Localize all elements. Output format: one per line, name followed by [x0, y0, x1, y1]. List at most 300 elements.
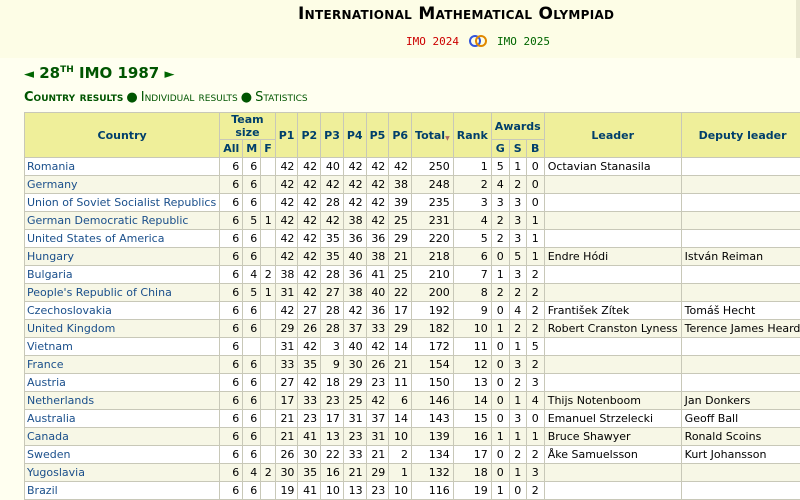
silver-cell: 5	[509, 248, 526, 266]
problem-score-cell: 11	[389, 374, 412, 392]
problem-score-cell: 38	[343, 212, 366, 230]
problem-score-cell: 35	[321, 230, 344, 248]
team-all-cell: 6	[220, 266, 243, 284]
next-imo-link[interactable]: IMO 2025	[497, 35, 550, 48]
silver-cell: 2	[509, 446, 526, 464]
leader-cell: Thijs Notenboom	[544, 392, 681, 410]
problem-score-cell: 41	[366, 266, 389, 284]
team-m-cell: 6	[243, 248, 261, 266]
country-link[interactable]: Vietnam	[25, 338, 220, 356]
table-row	[25, 428, 800, 446]
leader-cell: Robert Cranston Lyness	[544, 320, 681, 338]
deputy-leader-cell	[681, 176, 800, 194]
problem-score-cell: 26	[298, 320, 321, 338]
silver-cell: 0	[509, 482, 526, 500]
leader-cell	[544, 338, 681, 356]
col-total[interactable]	[412, 113, 454, 158]
gold-cell: 0	[491, 302, 509, 320]
country-link[interactable]: France	[25, 356, 220, 374]
problem-score-cell: 38	[389, 176, 412, 194]
deputy-leader-cell	[681, 284, 800, 302]
rank-cell: 1	[453, 158, 491, 176]
problem-score-cell: 29	[366, 464, 389, 482]
team-f-cell	[261, 302, 276, 320]
team-all-cell: 6	[220, 284, 243, 302]
leader-cell	[544, 266, 681, 284]
problem-score-cell: 42	[298, 374, 321, 392]
problem-score-cell: 30	[275, 464, 298, 482]
total-cell: 248	[412, 176, 454, 194]
problem-score-cell: 40	[343, 248, 366, 266]
problem-score-cell: 42	[298, 194, 321, 212]
problem-score-cell: 35	[298, 356, 321, 374]
col-deputy-leader: Deputy leader	[681, 113, 800, 158]
rank-cell: 4	[453, 212, 491, 230]
silver-cell: 3	[509, 266, 526, 284]
problem-score-cell: 42	[298, 338, 321, 356]
bronze-cell: 5	[526, 338, 544, 356]
bronze-cell: 1	[526, 248, 544, 266]
problem-score-cell: 42	[343, 194, 366, 212]
team-f-cell	[261, 230, 276, 248]
bronze-cell: 1	[526, 230, 544, 248]
problem-score-cell: 30	[343, 356, 366, 374]
deputy-leader-cell	[681, 464, 800, 482]
leader-cell: Endre Hódi	[544, 248, 681, 266]
total-cell: 210	[412, 266, 454, 284]
problem-score-cell: 41	[298, 428, 321, 446]
rank-cell: 18	[453, 464, 491, 482]
problem-score-cell: 33	[366, 320, 389, 338]
gold-cell: 5	[491, 158, 509, 176]
rank-cell: 15	[453, 410, 491, 428]
col-silver[interactable]: S	[509, 140, 526, 158]
problem-score-cell: 3	[321, 338, 344, 356]
col-leader: Leader	[544, 113, 681, 158]
col-p2[interactable]: P2	[298, 113, 321, 158]
problem-score-cell: 31	[343, 410, 366, 428]
problem-score-cell: 18	[321, 374, 344, 392]
total-cell: 218	[412, 248, 454, 266]
country-results-table	[24, 112, 800, 500]
country-link[interactable]: Romania	[25, 158, 220, 176]
bronze-cell: 1	[526, 428, 544, 446]
team-m-cell: 6	[243, 158, 261, 176]
team-m-cell: 5	[243, 212, 261, 230]
statistics-link[interactable]: Statistics	[255, 90, 308, 105]
bronze-cell: 2	[526, 482, 544, 500]
problem-score-cell: 30	[298, 446, 321, 464]
problem-score-cell: 29	[389, 320, 412, 338]
rank-cell: 14	[453, 392, 491, 410]
problem-score-cell: 35	[298, 464, 321, 482]
silver-cell: 2	[509, 320, 526, 338]
bronze-cell: 0	[526, 410, 544, 428]
rank-cell: 13	[453, 374, 491, 392]
bronze-cell: 2	[526, 284, 544, 302]
problem-score-cell: 35	[321, 248, 344, 266]
bronze-cell: 2	[526, 266, 544, 284]
problem-score-cell: 33	[275, 356, 298, 374]
country-link[interactable]: United States of America	[25, 230, 220, 248]
team-all-cell: 6	[220, 176, 243, 194]
country-link[interactable]: United Kingdom	[25, 320, 220, 338]
team-f-cell	[261, 176, 276, 194]
deputy-leader-cell	[681, 194, 800, 212]
country-link[interactable]: Canada	[25, 428, 220, 446]
problem-score-cell: 19	[275, 482, 298, 500]
deputy-leader-cell: Kurt Johansson	[681, 446, 800, 464]
separator-dot: ●	[126, 90, 137, 105]
problem-score-cell: 17	[321, 410, 344, 428]
leader-cell	[544, 230, 681, 248]
problem-score-cell: 37	[343, 320, 366, 338]
problem-score-cell: 31	[366, 428, 389, 446]
rank-cell: 8	[453, 284, 491, 302]
country-link[interactable]: Australia	[25, 410, 220, 428]
team-m-cell: 6	[243, 446, 261, 464]
problem-score-cell: 36	[366, 230, 389, 248]
problem-score-cell: 31	[275, 338, 298, 356]
team-all-cell: 6	[220, 428, 243, 446]
problem-score-cell: 22	[389, 284, 412, 302]
problem-score-cell: 27	[321, 284, 344, 302]
country-link[interactable]: Netherlands	[25, 392, 220, 410]
deputy-leader-cell	[681, 356, 800, 374]
problem-score-cell: 25	[389, 266, 412, 284]
problem-score-cell: 17	[275, 392, 298, 410]
total-cell: 134	[412, 446, 454, 464]
site-header	[0, 0, 800, 58]
country-link[interactable]: Germany	[25, 176, 220, 194]
problem-score-cell: 29	[389, 230, 412, 248]
team-m-cell: 6	[243, 194, 261, 212]
problem-score-cell: 42	[298, 248, 321, 266]
team-all-cell: 6	[220, 212, 243, 230]
col-country[interactable]: Country	[25, 113, 220, 158]
problem-score-cell: 10	[389, 428, 412, 446]
col-p1[interactable]: P1	[275, 113, 298, 158]
country-results-link[interactable]: Country results	[24, 90, 123, 105]
country-link[interactable]: Brazil	[25, 482, 220, 500]
team-f-cell	[261, 356, 276, 374]
deputy-leader-cell: Jan Donkers	[681, 392, 800, 410]
deputy-leader-cell	[681, 482, 800, 500]
table-row	[25, 158, 800, 176]
rank-cell: 2	[453, 176, 491, 194]
problem-score-cell: 23	[366, 482, 389, 500]
deputy-leader-cell	[681, 338, 800, 356]
problem-score-cell: 42	[275, 158, 298, 176]
col-team-f[interactable]: F	[261, 140, 276, 158]
problem-score-cell: 41	[298, 482, 321, 500]
problem-score-cell: 42	[321, 212, 344, 230]
rank-cell: 5	[453, 230, 491, 248]
silver-cell: 3	[509, 230, 526, 248]
silver-cell: 1	[509, 158, 526, 176]
team-all-cell: 6	[220, 374, 243, 392]
table-row	[25, 320, 800, 338]
results-subnav	[24, 90, 308, 105]
deputy-leader-cell	[681, 374, 800, 392]
problem-score-cell: 42	[366, 176, 389, 194]
prev-imo-link[interactable]: IMO 2024	[406, 35, 459, 48]
problem-score-cell: 42	[366, 212, 389, 230]
bronze-cell: 0	[526, 158, 544, 176]
problem-score-cell: 13	[343, 482, 366, 500]
total-cell: 250	[412, 158, 454, 176]
gold-cell: 1	[491, 428, 509, 446]
problem-score-cell: 28	[321, 194, 344, 212]
problem-score-cell: 23	[366, 374, 389, 392]
leader-cell: Bruce Shawyer	[544, 428, 681, 446]
team-m-cell: 4	[243, 464, 261, 482]
team-m-cell: 6	[243, 230, 261, 248]
problem-score-cell: 23	[298, 410, 321, 428]
total-cell: 143	[412, 410, 454, 428]
deputy-leader-cell	[681, 212, 800, 230]
silver-cell: 3	[509, 356, 526, 374]
team-m-cell	[243, 338, 261, 356]
team-m-cell: 6	[243, 482, 261, 500]
country-link[interactable]: Hungary	[25, 248, 220, 266]
gold-cell: 0	[491, 392, 509, 410]
problem-score-cell: 36	[343, 230, 366, 248]
gold-cell: 1	[491, 482, 509, 500]
gold-cell: 0	[491, 356, 509, 374]
silver-cell: 1	[509, 338, 526, 356]
team-all-cell: 6	[220, 338, 243, 356]
total-cell: 150	[412, 374, 454, 392]
country-link[interactable]: Austria	[25, 374, 220, 392]
problem-score-cell: 37	[366, 410, 389, 428]
bronze-cell: 3	[526, 374, 544, 392]
gold-cell: 2	[491, 212, 509, 230]
year-title: IMO 1987	[79, 64, 159, 82]
total-cell: 200	[412, 284, 454, 302]
team-f-cell	[261, 374, 276, 392]
team-all-cell: 6	[220, 320, 243, 338]
problem-score-cell: 2	[389, 446, 412, 464]
problem-score-cell: 38	[275, 266, 298, 284]
table-row	[25, 176, 800, 194]
leader-cell	[544, 464, 681, 482]
problem-score-cell: 10	[389, 482, 412, 500]
problem-score-cell: 42	[298, 212, 321, 230]
table-row	[25, 194, 800, 212]
leader-cell	[544, 176, 681, 194]
problem-score-cell: 27	[298, 302, 321, 320]
team-m-cell: 6	[243, 392, 261, 410]
team-m-cell: 4	[243, 266, 261, 284]
site-title[interactable]: International Mathematical Olympiad	[298, 4, 614, 24]
deputy-leader-cell: Ronald Scoins	[681, 428, 800, 446]
problem-score-cell: 42	[275, 248, 298, 266]
team-all-cell: 6	[220, 302, 243, 320]
problem-score-cell: 42	[343, 176, 366, 194]
gold-cell: 0	[491, 464, 509, 482]
deputy-leader-cell	[681, 266, 800, 284]
team-f-cell	[261, 392, 276, 410]
bronze-cell: 0	[526, 194, 544, 212]
col-p3[interactable]: P3	[321, 113, 344, 158]
deputy-leader-cell: Terence James Heard	[681, 320, 800, 338]
problem-score-cell: 6	[389, 392, 412, 410]
problem-score-cell: 38	[366, 248, 389, 266]
problem-score-cell: 23	[321, 392, 344, 410]
rank-cell: 9	[453, 302, 491, 320]
team-f-cell	[261, 158, 276, 176]
problem-score-cell: 25	[343, 392, 366, 410]
problem-score-cell: 14	[389, 410, 412, 428]
problem-score-cell: 1	[389, 464, 412, 482]
leader-cell	[544, 374, 681, 392]
leader-cell	[544, 356, 681, 374]
problem-score-cell: 42	[298, 284, 321, 302]
team-f-cell	[261, 428, 276, 446]
problem-score-cell: 42	[275, 302, 298, 320]
problem-score-cell: 38	[343, 284, 366, 302]
team-f-cell	[261, 320, 276, 338]
deputy-leader-cell	[681, 158, 800, 176]
total-cell: 116	[412, 482, 454, 500]
team-m-cell: 5	[243, 284, 261, 302]
deputy-leader-cell: Tomáš Hecht	[681, 302, 800, 320]
rank-cell: 12	[453, 356, 491, 374]
bronze-cell: 2	[526, 356, 544, 374]
gold-cell: 0	[491, 410, 509, 428]
team-m-cell: 6	[243, 374, 261, 392]
problem-score-cell: 42	[298, 176, 321, 194]
gold-cell: 2	[491, 230, 509, 248]
problem-score-cell: 42	[275, 212, 298, 230]
problem-score-cell: 21	[389, 356, 412, 374]
problem-score-cell: 42	[298, 158, 321, 176]
problem-score-cell: 42	[275, 176, 298, 194]
problem-score-cell: 22	[321, 446, 344, 464]
country-link[interactable]: People's Republic of China	[25, 284, 220, 302]
total-cell: 139	[412, 428, 454, 446]
country-link[interactable]: Bulgaria	[25, 266, 220, 284]
team-all-cell: 6	[220, 356, 243, 374]
table-row	[25, 446, 800, 464]
gold-cell: 0	[491, 374, 509, 392]
problem-score-cell: 9	[321, 356, 344, 374]
silver-cell: 1	[509, 464, 526, 482]
col-p6[interactable]: P6	[389, 113, 412, 158]
problem-score-cell: 42	[366, 392, 389, 410]
team-m-cell: 6	[243, 176, 261, 194]
table-row	[25, 392, 800, 410]
col-rank[interactable]: Rank	[453, 113, 491, 158]
page-edge	[796, 0, 800, 58]
country-link[interactable]: Czechoslovakia	[25, 302, 220, 320]
previous-year-arrow-icon[interactable]: ◄	[24, 67, 34, 82]
silver-cell: 3	[509, 212, 526, 230]
problem-score-cell: 13	[321, 428, 344, 446]
sort-indicator-icon: ▼	[445, 135, 450, 142]
bronze-cell: 2	[526, 446, 544, 464]
problem-score-cell: 42	[343, 158, 366, 176]
gold-cell: 0	[491, 446, 509, 464]
problem-score-cell: 36	[343, 266, 366, 284]
problem-score-cell: 42	[275, 230, 298, 248]
col-team-m[interactable]: M	[243, 140, 261, 158]
imo-logo-icon[interactable]	[469, 34, 489, 46]
country-link[interactable]: Union of Soviet Socialist Republics	[25, 194, 220, 212]
leader-cell	[544, 284, 681, 302]
silver-cell: 2	[509, 374, 526, 392]
rank-cell: 10	[453, 320, 491, 338]
problem-score-cell: 39	[389, 194, 412, 212]
imo-links	[406, 34, 550, 48]
col-awards: Awards	[491, 113, 544, 140]
problem-score-cell: 29	[275, 320, 298, 338]
rank-cell: 7	[453, 266, 491, 284]
problem-score-cell: 42	[366, 338, 389, 356]
team-f-cell	[261, 338, 276, 356]
problem-score-cell: 33	[298, 392, 321, 410]
ordinal: 28	[39, 64, 60, 82]
team-f-cell: 1	[261, 212, 276, 230]
team-all-cell: 6	[220, 482, 243, 500]
team-f-cell	[261, 194, 276, 212]
gold-cell: 4	[491, 176, 509, 194]
col-team-all[interactable]: All	[220, 140, 243, 158]
country-link[interactable]: Yugoslavia	[25, 464, 220, 482]
table-row	[25, 302, 800, 320]
silver-cell: 1	[509, 428, 526, 446]
gold-cell: 2	[491, 284, 509, 302]
team-m-cell: 6	[243, 410, 261, 428]
problem-score-cell: 14	[389, 338, 412, 356]
problem-score-cell: 26	[366, 356, 389, 374]
team-m-cell: 6	[243, 356, 261, 374]
individual-results-link[interactable]: Individual results	[141, 90, 238, 105]
bronze-cell: 1	[526, 212, 544, 230]
bronze-cell: 2	[526, 320, 544, 338]
problem-score-cell: 42	[298, 266, 321, 284]
leader-cell	[544, 212, 681, 230]
rank-cell: 6	[453, 248, 491, 266]
problem-score-cell: 21	[275, 410, 298, 428]
total-cell: 146	[412, 392, 454, 410]
gold-cell: 1	[491, 266, 509, 284]
rank-cell: 3	[453, 194, 491, 212]
team-f-cell	[261, 248, 276, 266]
next-year-arrow-icon[interactable]: ►	[164, 67, 174, 82]
table-row	[25, 266, 800, 284]
col-p4[interactable]: P4	[343, 113, 366, 158]
col-team-size: Team size	[220, 113, 276, 140]
col-bronze[interactable]: B	[526, 140, 544, 158]
col-p5[interactable]: P5	[366, 113, 389, 158]
country-link[interactable]: Sweden	[25, 446, 220, 464]
team-f-cell: 1	[261, 284, 276, 302]
silver-cell: 1	[509, 392, 526, 410]
col-gold[interactable]: G	[491, 140, 509, 158]
table-row	[25, 230, 800, 248]
bronze-cell: 4	[526, 392, 544, 410]
team-all-cell: 6	[220, 392, 243, 410]
team-all-cell: 6	[220, 464, 243, 482]
col-total-label: Total	[415, 129, 445, 142]
problem-score-cell: 29	[343, 374, 366, 392]
gold-cell: 0	[491, 248, 509, 266]
gold-cell: 0	[491, 338, 509, 356]
bronze-cell: 3	[526, 464, 544, 482]
country-link[interactable]: German Democratic Republic	[25, 212, 220, 230]
